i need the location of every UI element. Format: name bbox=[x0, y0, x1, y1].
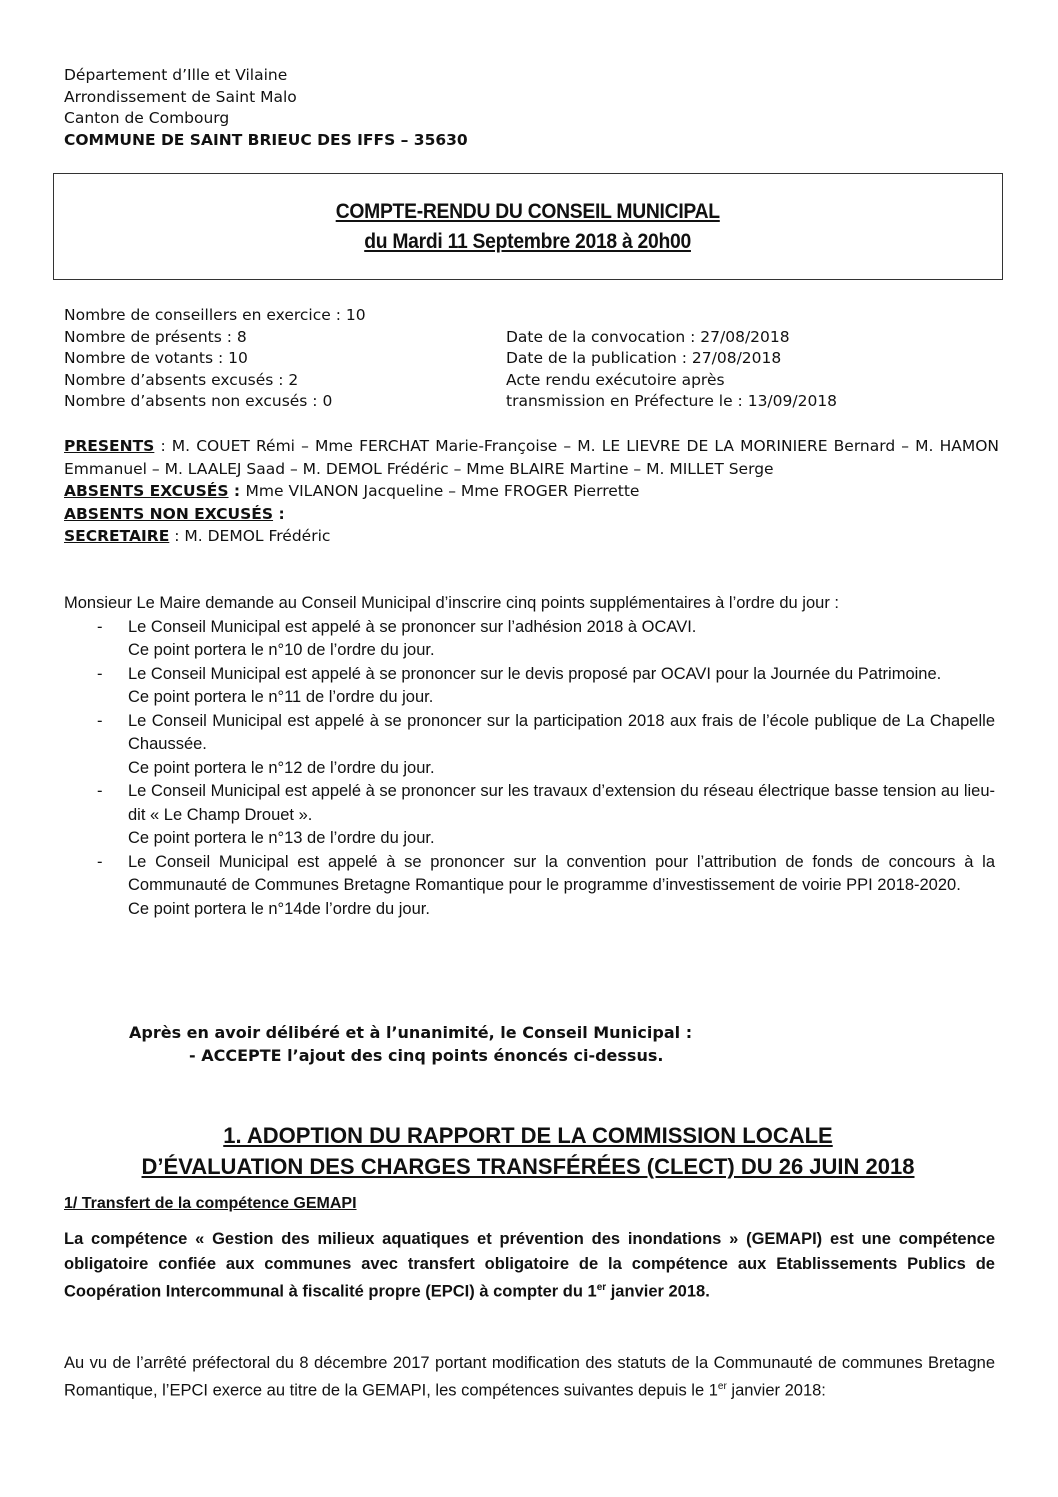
letterhead bbox=[64, 65, 468, 151]
excuses-list: Mme VILANON Jacqueline – Mme FROGER Pierrette bbox=[245, 482, 640, 500]
agenda-item-note: Ce point portera le n°11 de l’ordre du jour. bbox=[128, 688, 434, 706]
agenda-item-note: Ce point portera le n°10 de l’ordre du jour. bbox=[128, 641, 435, 659]
gemapi-text: La compétence « Gestion des milieux aquatiques et prévention des inondations » (GEMAPI) est une compétence obligatoire confiée aux communes avec transfert obligatoire de la compétence aux Etablissements Publics de Coopération Intercommunal à fiscalité propre (EPCI) à compter du 1 bbox=[64, 1230, 995, 1301]
gemapi-sup: er bbox=[596, 1282, 607, 1293]
agenda-additions bbox=[64, 592, 995, 921]
agenda-item-text: Le Conseil Municipal est appelé à se prononcer sur les travaux d’extension du réseau électrique basse tension au lieu-dit « Le Champ Drouet ». bbox=[128, 782, 995, 824]
meeting-date-title: du Mardi 11 Septembre 2018 à 20h00 bbox=[364, 229, 692, 253]
section-1-title-line2: D’ÉVALUATION DES CHARGES TRANSFÉRÉES (CLECT) DU 26 JUIN 2018 bbox=[141, 1154, 915, 1179]
stat-line: Nombre d’absents excusés : 2 bbox=[64, 370, 299, 389]
stat-line: Nombre de présents : 8 bbox=[64, 327, 247, 346]
section-1-title-line1: 1. ADOPTION DU RAPPORT DE LA COMMISSION LOCALE bbox=[223, 1123, 833, 1148]
section-1-title bbox=[53, 1120, 1003, 1182]
stat-line: Nombre de votants : 10 bbox=[64, 349, 248, 367]
document-title: COMPTE-RENDU DU CONSEIL MUNICIPAL bbox=[335, 199, 721, 223]
canton-line: Canton de Combourg bbox=[64, 109, 230, 127]
dash-bullet: - bbox=[97, 617, 103, 636]
date-line: Acte rendu exécutoire après bbox=[506, 370, 725, 389]
agenda-item-text: Le Conseil Municipal est appelé à se prononcer sur la convention pour l’attribution de fonds de concours à la Communauté de Communes Bretagne Romantique pour le programme d’investissement de voirie PPI 2018-2020. bbox=[128, 852, 995, 894]
decision-accept: - ACCEPTE l’ajout des cinq points énoncés ci-dessus. bbox=[189, 1046, 664, 1065]
decision-intro: Après en avoir délibéré et à l’unanimité, le Conseil Municipal : bbox=[129, 1023, 693, 1042]
agenda-item bbox=[97, 710, 995, 781]
agenda-item-note: Ce point portera le n°12 de l’ordre du jour. bbox=[128, 758, 435, 777]
agenda-item-text: Le Conseil Municipal est appelé à se prononcer sur le devis proposé par OCAVI pour la Journée du Patrimoine. bbox=[128, 664, 942, 683]
stat-line: Nombre d’absents non excusés : 0 bbox=[64, 392, 333, 410]
excuses-label: ABSENTS EXCUSÉS bbox=[64, 482, 229, 500]
agenda-item bbox=[97, 851, 995, 922]
arrete-paragraph bbox=[64, 1352, 995, 1403]
agenda-item-note: Ce point portera le n°13 de l’ordre du jour. bbox=[128, 829, 435, 847]
agenda-intro: Monsieur Le Maire demande au Conseil Municipal d’inscrire cinq points supplémentaires à l’ordre du jour : bbox=[64, 594, 839, 612]
stat-line: Nombre de conseillers en exercice : 10 bbox=[64, 306, 366, 324]
arrondissement-line: Arrondissement de Saint Malo bbox=[64, 87, 297, 106]
agenda-item-note: Ce point portera le n°14de l’ordre du jour. bbox=[128, 899, 430, 918]
dash-bullet: - bbox=[97, 711, 103, 730]
presents-label: PRESENTS bbox=[64, 437, 155, 455]
agenda-item bbox=[97, 780, 995, 851]
gemapi-end: janvier 2018. bbox=[606, 1282, 710, 1301]
non-excuses-colon: : bbox=[273, 504, 285, 523]
agenda-list bbox=[64, 616, 995, 922]
department-line: Département d’Ille et Vilaine bbox=[64, 66, 288, 84]
presents-list: : M. COUET Rémi – Mme FERCHAT Marie-Françoise – M. LE LIEVRE DE LA MORINIERE Bernard – M. HAMON Emmanuel – M. LAALEJ Saad – M. DEMOL Frédéric – Mme BLAIRE Martine – M. MILLET Serge bbox=[64, 437, 999, 478]
excuses-paragraph bbox=[64, 480, 999, 503]
arrete-text: Au vu de l’arrêté préfectoral du 8 décembre 2017 portant modification des statuts de la Communauté de communes Bretagne Romantique, l’EPCI exerce au titre de la GEMAPI, les compétences suivantes depuis le 1 bbox=[64, 1354, 995, 1400]
commune-line: COMMUNE DE SAINT BRIEUC DES IFFS – 35630 bbox=[64, 130, 468, 149]
arrete-end: janvier 2018: bbox=[726, 1381, 826, 1400]
gemapi-subheading: 1/ Transfert de la compétence GEMAPI bbox=[64, 1195, 357, 1212]
date-line: transmission en Préfecture le : 13/09/2018 bbox=[506, 392, 838, 410]
meeting-dates bbox=[506, 327, 837, 413]
secretaire-paragraph bbox=[64, 525, 999, 548]
agenda-item bbox=[97, 616, 995, 663]
attendance-block bbox=[64, 435, 999, 548]
date-line: Date de la convocation : 27/08/2018 bbox=[506, 327, 790, 346]
non-excuses-paragraph bbox=[64, 503, 999, 526]
dash-bullet: - bbox=[97, 852, 103, 871]
decision-block bbox=[129, 1021, 692, 1067]
secretaire-name: : M. DEMOL Frédéric bbox=[169, 527, 331, 545]
agenda-item bbox=[97, 663, 995, 710]
date-line: Date de la publication : 27/08/2018 bbox=[506, 349, 782, 367]
secretaire-label: SECRETAIRE bbox=[64, 527, 170, 545]
council-counts bbox=[64, 305, 366, 413]
title-box bbox=[53, 173, 1003, 280]
dash-bullet: - bbox=[97, 664, 103, 683]
gemapi-paragraph bbox=[64, 1227, 995, 1304]
dash-bullet: - bbox=[97, 782, 103, 800]
arrete-sup: er bbox=[717, 1381, 727, 1392]
non-excuses-label: ABSENTS NON EXCUSÉS bbox=[64, 504, 274, 523]
presents-paragraph bbox=[64, 435, 999, 480]
agenda-item-text: Le Conseil Municipal est appelé à se prononcer sur la participation 2018 aux frais de l’école publique de La Chapelle Chaussée. bbox=[128, 711, 995, 753]
excuses-colon: : bbox=[228, 482, 246, 500]
agenda-item-text: Le Conseil Municipal est appelé à se prononcer sur l’adhésion 2018 à OCAVI. bbox=[128, 617, 697, 636]
